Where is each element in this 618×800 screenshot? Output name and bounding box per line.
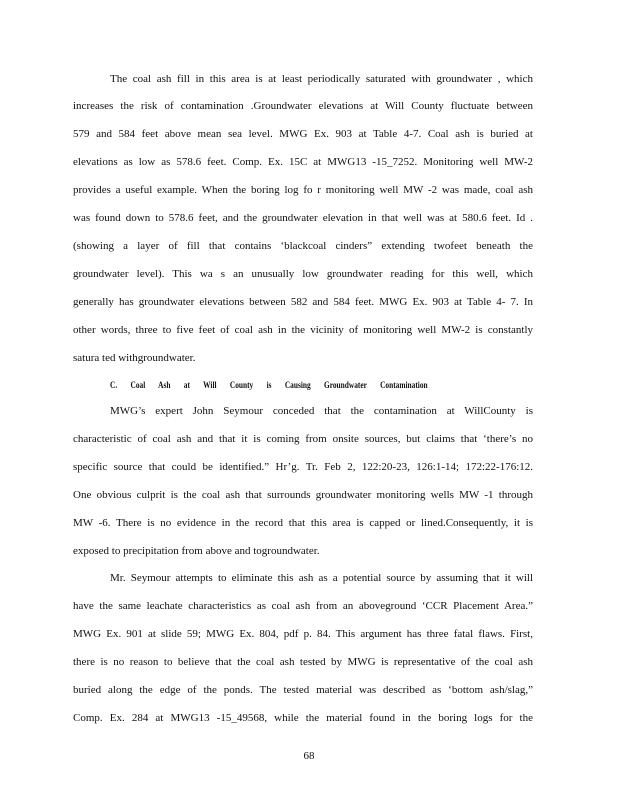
paragraph-line: other words, three to five feet of coal ash in the vicinity of monitoring well MW-2 is constantly bbox=[73, 324, 533, 336]
paragraph-line: was found down to 578.6 feet, and the groundwater elevation in that well was at 580.6 feet. Id . bbox=[73, 212, 533, 224]
paragraph-line: satura ted withgroundwater. bbox=[73, 352, 196, 364]
paragraph-line: increases the risk of contamination .Groundwater elevations at Will County fluctuate between bbox=[73, 100, 533, 112]
page-number: 68 bbox=[303, 750, 315, 762]
paragraph-line: buried along the edge of the ponds. The tested material was described as ‘bottom ash/slag,” bbox=[73, 684, 533, 696]
paragraph-line: MWG Ex. 901 at slide 59; MWG Ex. 804, pdf p. 84. This argument has three fatal flaws. First, bbox=[73, 628, 533, 640]
paragraph-line: The coal ash fill in this area is at least periodically saturated with groundwater , which bbox=[110, 73, 533, 85]
paragraph-line: there is no reason to believe that the coal ash tested by MWG is representative of the coal ash bbox=[73, 656, 533, 668]
paragraph-line: elevations as low as 578.6 feet. Comp. Ex. 15C at MWG13 -15_7252. Monitoring well MW-2 bbox=[73, 156, 533, 168]
paragraph-line: (showing a layer of fill that contains ‘blackcoal cinders” extending twofeet beneath the bbox=[73, 240, 533, 252]
paragraph-line: exposed to precipitation from above and togroundwater. bbox=[73, 545, 320, 557]
paragraph-line: Mr. Seymour attempts to eliminate this ash as a potential source by assuming that it will bbox=[110, 572, 533, 584]
paragraph-line: specific source that could be identified.” Hr’g. Tr. Feb 2, 122:20-23, 126:1-14; 172:22-176:12. bbox=[73, 461, 533, 473]
paragraph-line: have the same leachate characteristics as coal ash from an aboveground ‘CCR Placement Area.” bbox=[73, 600, 533, 612]
paragraph-line: provides a useful example. When the boring log fo r monitoring well MW -2 was made, coal ash bbox=[73, 184, 533, 196]
paragraph-line: One obvious culprit is the coal ash that surrounds groundwater monitoring wells MW -1 through bbox=[73, 489, 533, 501]
section-heading: C. Coal Ash at Will County is Causing Groundwater Contamination bbox=[110, 380, 428, 390]
paragraph-line: Comp. Ex. 284 at MWG13 -15_49568, while the material found in the boring logs for the bbox=[73, 712, 533, 724]
paragraph-line: generally has groundwater elevations between 582 and 584 feet. MWG Ex. 903 at Table 4- 7. In bbox=[73, 296, 533, 308]
paragraph-line: MWG’s expert John Seymour conceded that the contamination at WillCounty is bbox=[110, 405, 533, 417]
paragraph-line: groundwater level). This wa s an unusually low groundwater reading for this well, which bbox=[73, 268, 533, 280]
paragraph-line: 579 and 584 feet above mean sea level. MWG Ex. 903 at Table 4-7. Coal ash is buried at bbox=[73, 128, 533, 140]
paragraph-line: characteristic of coal ash and that it is coming from onsite sources, but claims that ‘there’s no bbox=[73, 433, 533, 445]
paragraph-line: MW -6. There is no evidence in the record that this area is capped or lined.Consequently, it is bbox=[73, 517, 533, 529]
